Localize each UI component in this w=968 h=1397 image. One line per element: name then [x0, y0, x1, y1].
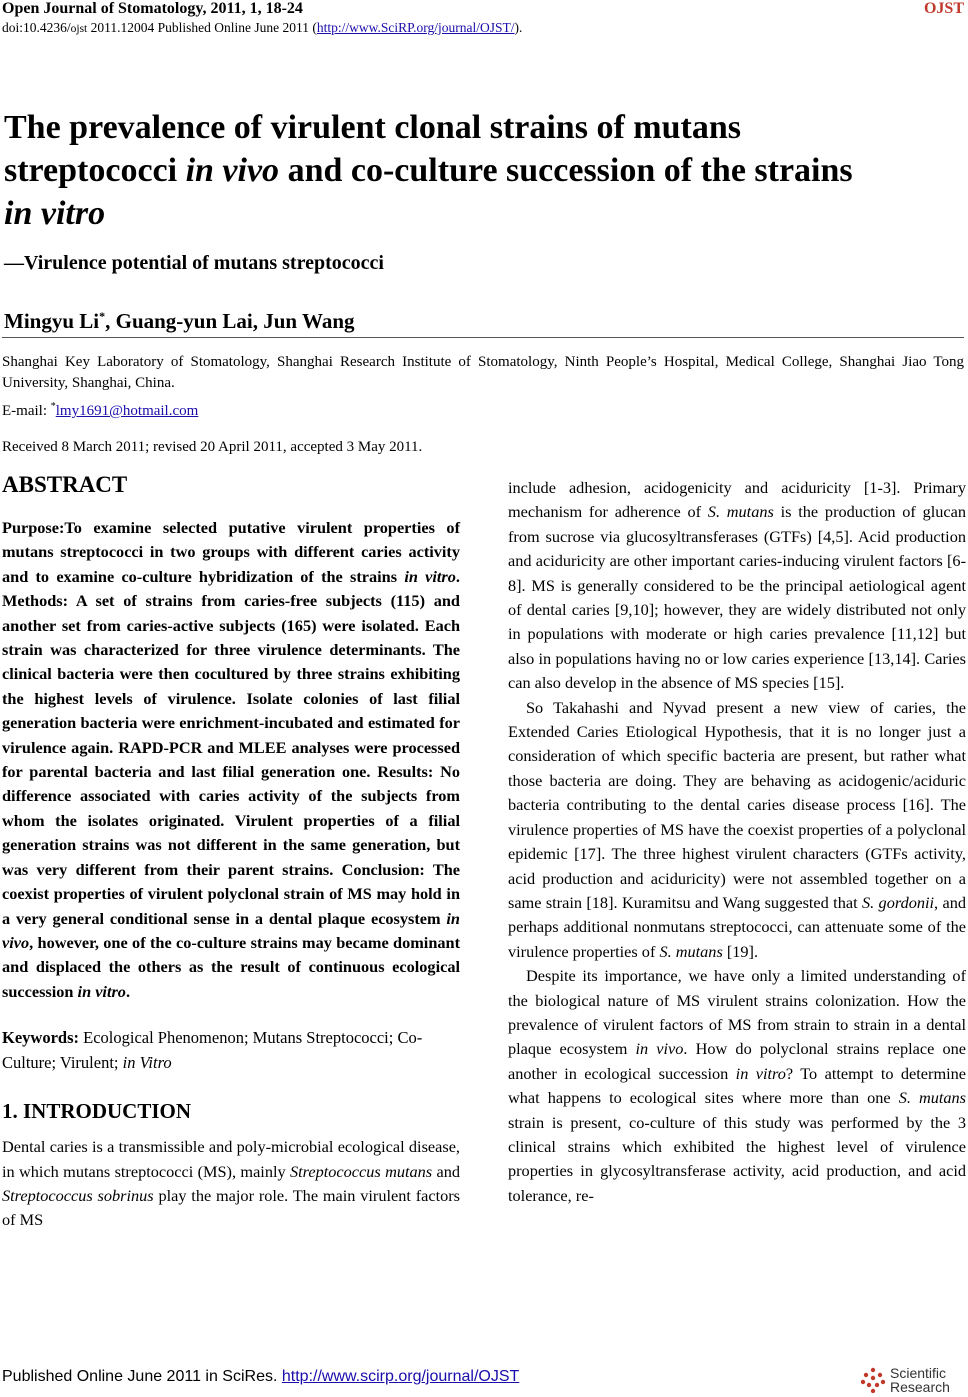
doi-rest: 2011.12004 Published Online June 2011 ( [87, 20, 317, 35]
species-name: S. mutans [898, 1088, 967, 1108]
divider [2, 337, 964, 338]
email-link[interactable]: lmy1691@hotmail.com [55, 403, 199, 419]
abstract-text: Purpose:To examine selected putative virulent properties of mutans streptococci in two groups with different caries activity and to examine co-culture hybridization of the strains [2, 518, 460, 586]
body-paragraph-3 [508, 964, 966, 1208]
section-heading-introduction: 1. INTRODUCTION [2, 1099, 192, 1124]
intro-paragraph [2, 1135, 460, 1233]
logo-mark-icon [860, 1367, 886, 1393]
body-text: . How do polyclonal strains replace one another in ecological succession [508, 1039, 966, 1083]
abstract-text: . Methods: A set of strains from caries-free subjects (115) and another set from caries-active subjects (165) were isolated. Each strain was characterized for three virulence determinants. The clinical bacteria were then cocultured by three strains exhibiting the highest levels of virulence. Isolate colonies of last filial generation bacteria were enrichment-incubated and estimated for virulence again. RAPD-PCR and MLEE analyses were processed for parental bacteria and last filial generation one. Results: No difference associated with caries activity of the subjects from whom the isolates originated. Virulent properties of a filial generation strains was not different in the same generation, but was very different from their parent strains. Conclusion: The coexist properties of virulent polyclonal strain of MS may hold in a very general conditional sense in a dental plaque ecosystem [2, 566, 460, 928]
scientific-research-logo [860, 1364, 964, 1396]
footer-text: Published Online June 2011 in SciRes. [2, 1368, 282, 1385]
abstract-body [2, 516, 460, 1004]
species-name: Streptococcus sobrinus [2, 1185, 154, 1205]
email-line [2, 396, 198, 422]
author-first: Mingyu Li [4, 309, 100, 333]
body-text: is the production of glucan from sucrose via glucosyltransferases (GTFs) [4,5]. Acid production and aciduricity are other important caries-inducing virulent factors [6-8]. MS is generally considered to be the principal aetiological agent of dental caries [9,10]; however, they are widely distributed not only in populations with moderate or high caries prevalence [11,12] but also in populations having no or low caries experience [13,14]. Caries can also develop in the absence of MS species [15]. [508, 502, 966, 693]
body-text: Despite its importance, we have only a limited understanding of the biological nature of MS virulent strains colonization. How the prevalence of virulent factors of MS from strain to strain in a dental plaque ecosystem [508, 966, 966, 1059]
journal-url-link[interactable]: http://www.SciRP.org/journal/OJST/ [316, 20, 515, 35]
species-name: S. gordonii [861, 892, 935, 912]
footer [2, 1367, 519, 1387]
title-line-3 [4, 192, 964, 235]
paper-title [4, 106, 964, 235]
species-name: S. mutans [707, 502, 774, 522]
body-text: [19]. [722, 941, 759, 961]
intro-text: and [432, 1161, 460, 1181]
species-name: Streptococcus mutans [289, 1161, 433, 1181]
footer-link[interactable]: http://www.scirp.org/journal/OJST [281, 1368, 520, 1385]
abstract-text: . [125, 981, 131, 1001]
keywords-label: Keywords: [2, 1028, 79, 1048]
abstract-heading: ABSTRACT [2, 472, 128, 497]
journal-citation: Open Journal of Stomatology, 2011, 1, 18-24 [2, 0, 303, 17]
title-italic: in vivo [185, 152, 280, 189]
keywords-italic: in Vitro [122, 1052, 172, 1072]
logo-line-1: Scientific [890, 1365, 947, 1381]
body-text: So Takahashi and Nyvad present a new view of caries, the Extended Caries Etiological Hypothesis, that it is no longer just a consideration of which specific bacteria are present, but rather what those bacteria are doing. They are behaving as acidogenic/aciduric bacteria contributing to the dental caries disease process [16]. The virulence properties of MS have the coexist properties of a polyclonal epidemic [17]. The three highest virulent characters (GTFs activity, acid production and aciduricity) were not assembled together on a same strain [18]. Kuramitsu and Wang suggested that [508, 697, 966, 912]
body-text: , and perhaps additional nonmutans streptococci, can attenuate some of the virulence properties of [508, 892, 966, 961]
body-text: strain is present, co-culture of this study was performed by the 3 clinical strains which exhibited the highest level of virulence properties in glycosyltransferase activity, acid production, and acid tolerance, re- [508, 1112, 966, 1205]
doi-prefix: doi:10.4236/ [2, 20, 71, 35]
author-rest: , Guang-yun Lai, Jun Wang [105, 309, 355, 333]
affiliation: Shanghai Key Laboratory of Stomatology, Shanghai Research Institute of Stomatology, Ninth People’s Hospital, Medical College, Shanghai Jiao Tong University, Shanghai, China. [2, 354, 964, 391]
left-column [2, 470, 460, 1233]
title-italic: in vitro [4, 195, 106, 232]
doi-small: ojst [70, 23, 88, 35]
intro-text: Dental caries is a transmissible and poly-microbial ecological disease, in which mutans streptococci (MS), mainly [2, 1137, 460, 1181]
logo-line-2: Research [890, 1379, 950, 1395]
email-label: E-mail: [2, 403, 51, 419]
body-paragraph-2 [508, 696, 966, 964]
intro-text: play the major role. The main virulent factors of MS [2, 1185, 460, 1230]
italic-term: in vitro [735, 1063, 786, 1083]
keywords [2, 1026, 460, 1075]
body-text: ? To attempt to determine what happens to ecological sites where more than one [508, 1063, 967, 1108]
abstract-text: , however, one of the co-culture strains may became dominant and displaced the others as the result of continuous ecological succession [2, 932, 460, 1001]
abstract-italic: in vitro [77, 981, 126, 1001]
title-text: and co-culture succession of the strains [279, 152, 853, 189]
abstract-italic: in vivo [2, 908, 460, 952]
body-paragraph-1 [508, 476, 966, 696]
right-column [508, 476, 966, 1208]
paper-subtitle: —Virulence potential of mutans streptococci [4, 252, 384, 274]
keywords-text: Ecological Phenomenon; Mutans Streptococci; Co-Culture; Virulent; [2, 1028, 423, 1072]
title-line-2 [4, 149, 964, 192]
journal-abbrev: OJST [923, 0, 964, 17]
doi-close: ). [514, 20, 523, 35]
title-line-1: The prevalence of virulent clonal strains of mutans [4, 109, 741, 146]
doi-line [2, 20, 522, 37]
email-mark: * [50, 401, 56, 412]
author-list [4, 303, 355, 334]
received-dates: Received 8 March 2011; revised 20 April 2011, accepted 3 May 2011. [2, 439, 423, 455]
abstract-italic: in vitro [404, 566, 456, 586]
title-text: streptococci [4, 152, 186, 189]
logo-text [890, 1366, 950, 1394]
italic-term: in vivo [635, 1039, 684, 1059]
species-name: S. mutans [659, 941, 723, 961]
body-text: include adhesion, acidogenicity and aciduricity [1-3]. Primary mechanism for adherence of [508, 478, 966, 522]
corresponding-mark: * [99, 309, 106, 323]
